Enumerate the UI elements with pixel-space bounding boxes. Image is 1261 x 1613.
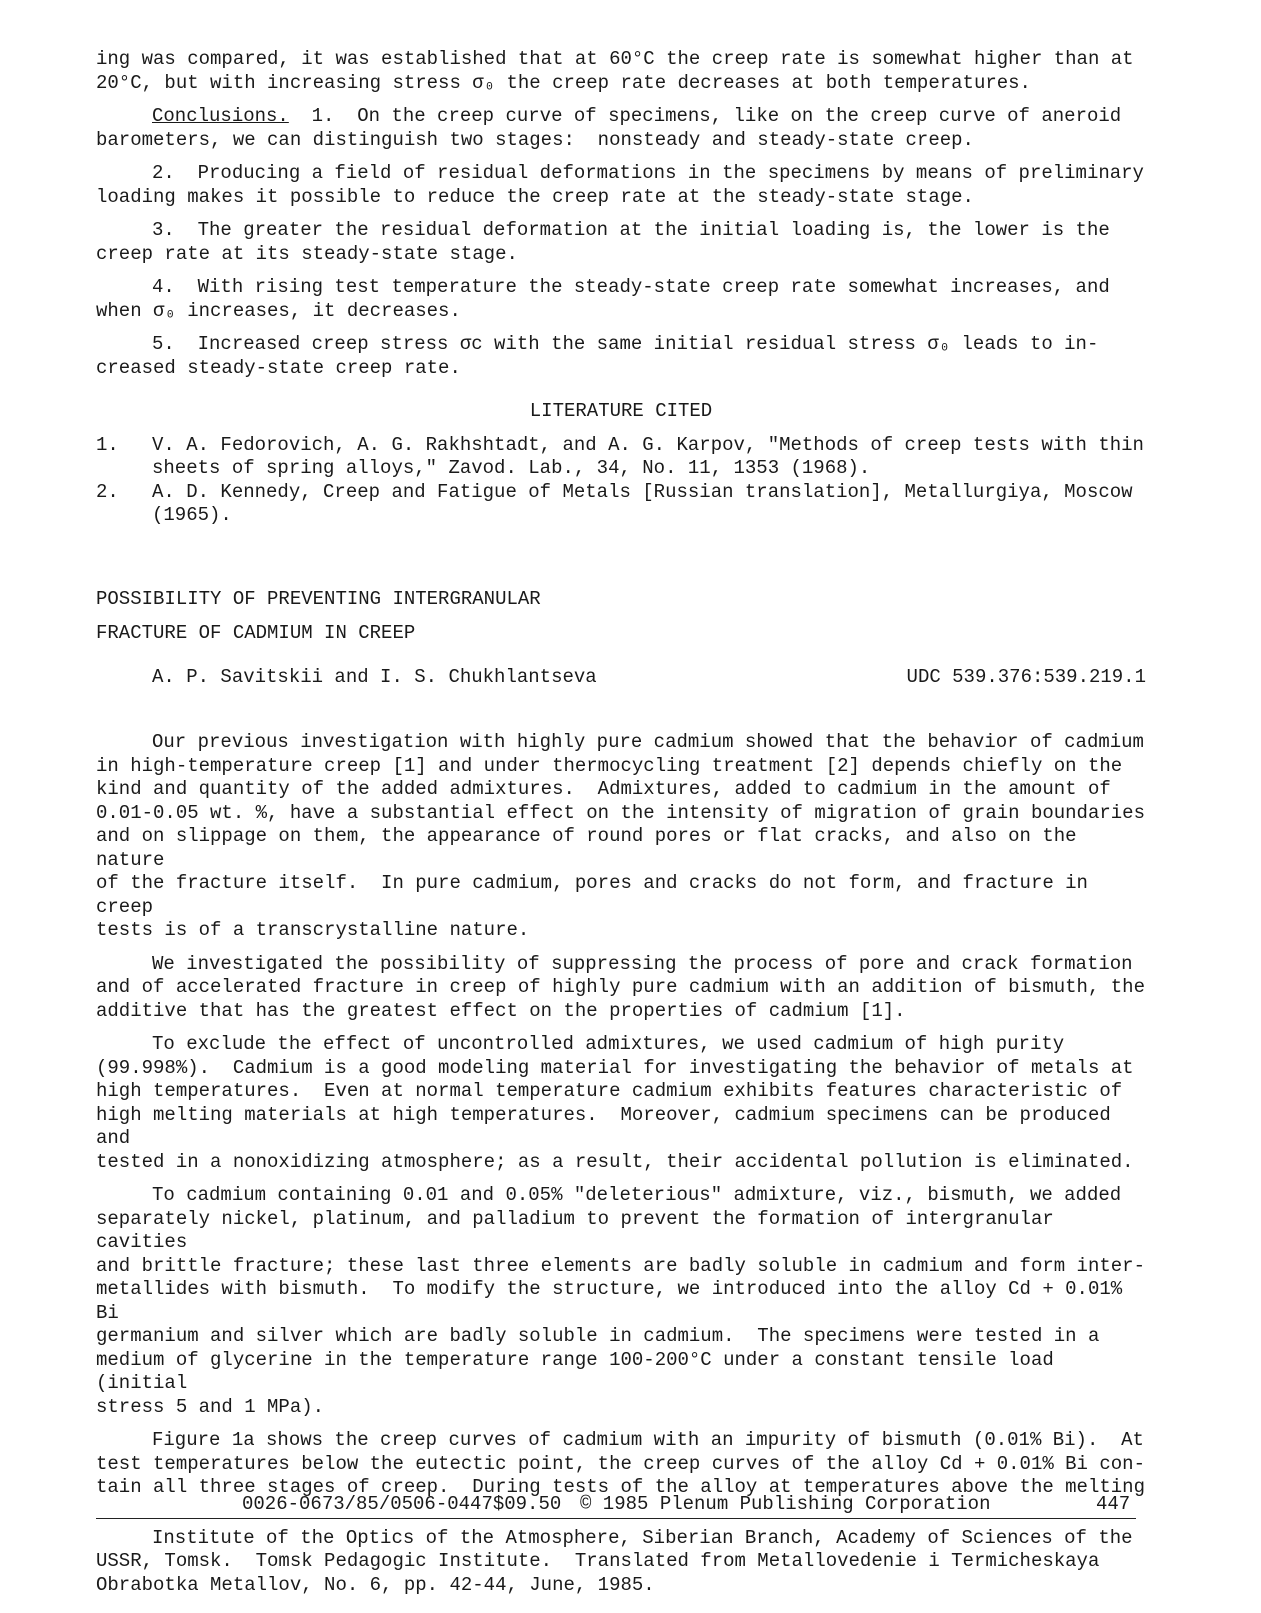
article-authors: A. P. Savitskii and I. S. Chukhlantseva [152, 665, 597, 688]
byline [96, 666, 1146, 690]
article-paragraph [96, 1429, 1146, 1500]
article-title [96, 582, 1146, 650]
reference-text: V. A. Fedorovich, A. G. Rakhshtadt, and A. G. Karpov, "Methods of creep tests with thin sheets of spring alloys," Zavod. Lab., 34, No. 11, 1353 (1968). [152, 433, 1144, 479]
article-code: 0026-0673/85/0506-0447$09.50 [242, 1493, 562, 1515]
reference-item [96, 434, 1146, 481]
conclusions-item-5-text: 5. Increased creep stress σc with the same initial residual stress σ₀ leads to in- creased steady-state creep rate. [96, 333, 1099, 379]
conclusions-item-2-text: 2. Producing a field of residual deformations in the specimens by means of preliminary loading makes it possible to reduce the creep rate at the steady-state stage. [96, 162, 1144, 208]
conclusions-heading: Conclusions. [152, 105, 289, 127]
reference-number: 1. [96, 433, 119, 456]
article-title-line-1: POSSIBILITY OF PREVENTING INTERGRANULAR [96, 587, 541, 610]
footnote-text: Institute of the Optics of the Atmosphere, Siberian Branch, Academy of Sciences of the USSR, Tomsk. Tomsk Pedagogic Institute. Translated from Metallovedenie i Termicheskaya Obrabotka Metallov, No. 6, pp. 42-44, June, 1985. [96, 1526, 1133, 1596]
conclusions-item-3 [96, 219, 1146, 266]
conclusions-item-1 [96, 105, 1146, 152]
reference-number: 2. [96, 480, 119, 503]
article-paragraph [96, 1033, 1146, 1174]
conclusions-item-4-text: 4. With rising test temperature the steady-state creep rate somewhat increases, and when σ₀ increases, it decreases. [96, 276, 1110, 322]
reference-text: A. D. Kennedy, Creep and Fatigue of Metals [Russian translation], Metallurgiya, Moscow (1965). [152, 480, 1133, 526]
carryover-paragraph: ing was compared, it was established that at 60°C the creep rate is somewhat higher than at 20°C, but with increasing stress σ₀ the creep rate decreases at both temperatures. [96, 48, 1134, 94]
article-paragraph [96, 953, 1146, 1024]
article-paragraph-text: To cadmium containing 0.01 and 0.05% "deleterious" admixture, viz., bismuth, we added separately nickel, platinum, and palladium to prevent the formation of intergranular cavities and brittle fracture; these last three elements are badly soluble in cadmium and form inter- metallides with bismuth. To modify the structure, we introduced into the alloy Cd + 0.01% Bi germanium and silver which are badly soluble in cadmium. The specimens were tested in a medium of glycerine in the temperature range 100-200°C under a constant tensile load (initial stress 5 and 1 MPa). [96, 1184, 1145, 1418]
footnote [96, 1527, 1146, 1598]
article-paragraph-text: Figure 1a shows the creep curves of cadmium with an impurity of bismuth (0.01% Bi). At test temperatures below the eutectic point, the creep curves of the alloy Cd + 0.01% Bi con- tain all three stages of creep. During tests of the alloy at temperatures above the melting [96, 1429, 1145, 1498]
article-paragraph [96, 731, 1146, 943]
conclusions-item-3-text: 3. The greater the residual deformation at the initial loading is, the lower is the creep rate at its steady-state stage. [96, 219, 1110, 265]
article-paragraph-text: To exclude the effect of uncontrolled admixtures, we used cadmium of high purity (99.998%). Cadmium is a good modeling material for investigating the behavior of metals at high temperatures. Even at normal temperature cadmium exhibits features characteristic of high melting materials at high temperatures. Moreover, cadmium specimens can be produced and tested in a nonoxidizing atmosphere; as a result, their accidental pollution is eliminated. [96, 1033, 1134, 1173]
article-paragraph-text: Our previous investigation with highly pure cadmium showed that the behavior of cadmium in high-temperature creep [1] and under thermocycling treatment [2] depends chiefly on the kind and quantity of the added admixtures. Admixtures, added to cadmium in the amount of 0.01-0.05 wt. %, have a substantial effect on the intensity of migration of grain boundaries and on slippage on them, the appearance of round pores or flat cracks, and also on the nature of the fracture itself. In pure cadmium, pores and cracks do not form, and fracture in creep tests is of a transcrystalline nature. [96, 731, 1145, 941]
conclusions-item-5 [96, 333, 1146, 380]
article-paragraph-text: We investigated the possibility of suppressing the process of pore and crack formation and of accelerated fracture in creep of highly pure cadmium with an addition of bismuth, the additive that has the greatest effect on the properties of cadmium [1]. [96, 952, 1145, 1022]
article-paragraph [96, 1184, 1146, 1419]
conclusions-item-4 [96, 276, 1146, 323]
page-body [96, 48, 1146, 1597]
footnote-divider [96, 1518, 1136, 1519]
reference-item [96, 481, 1146, 528]
conclusions-item-2 [96, 162, 1146, 209]
copyright-notice: © 1985 Plenum Publishing Corporation [580, 1493, 991, 1515]
page-number: 447 [1096, 1493, 1131, 1515]
udc-code: UDC 539.376:539.219.1 [906, 665, 1146, 688]
article-title-line-2: FRACTURE OF CADMIUM IN CREEP [96, 621, 416, 644]
conclusions-item-1-text: 1. On the creep curve of specimens, like on the creep curve of aneroid barometers, we can distinguish two stages: nonsteady and steady-state creep. [96, 105, 1122, 151]
literature-heading: LITERATURE CITED [529, 400, 713, 422]
